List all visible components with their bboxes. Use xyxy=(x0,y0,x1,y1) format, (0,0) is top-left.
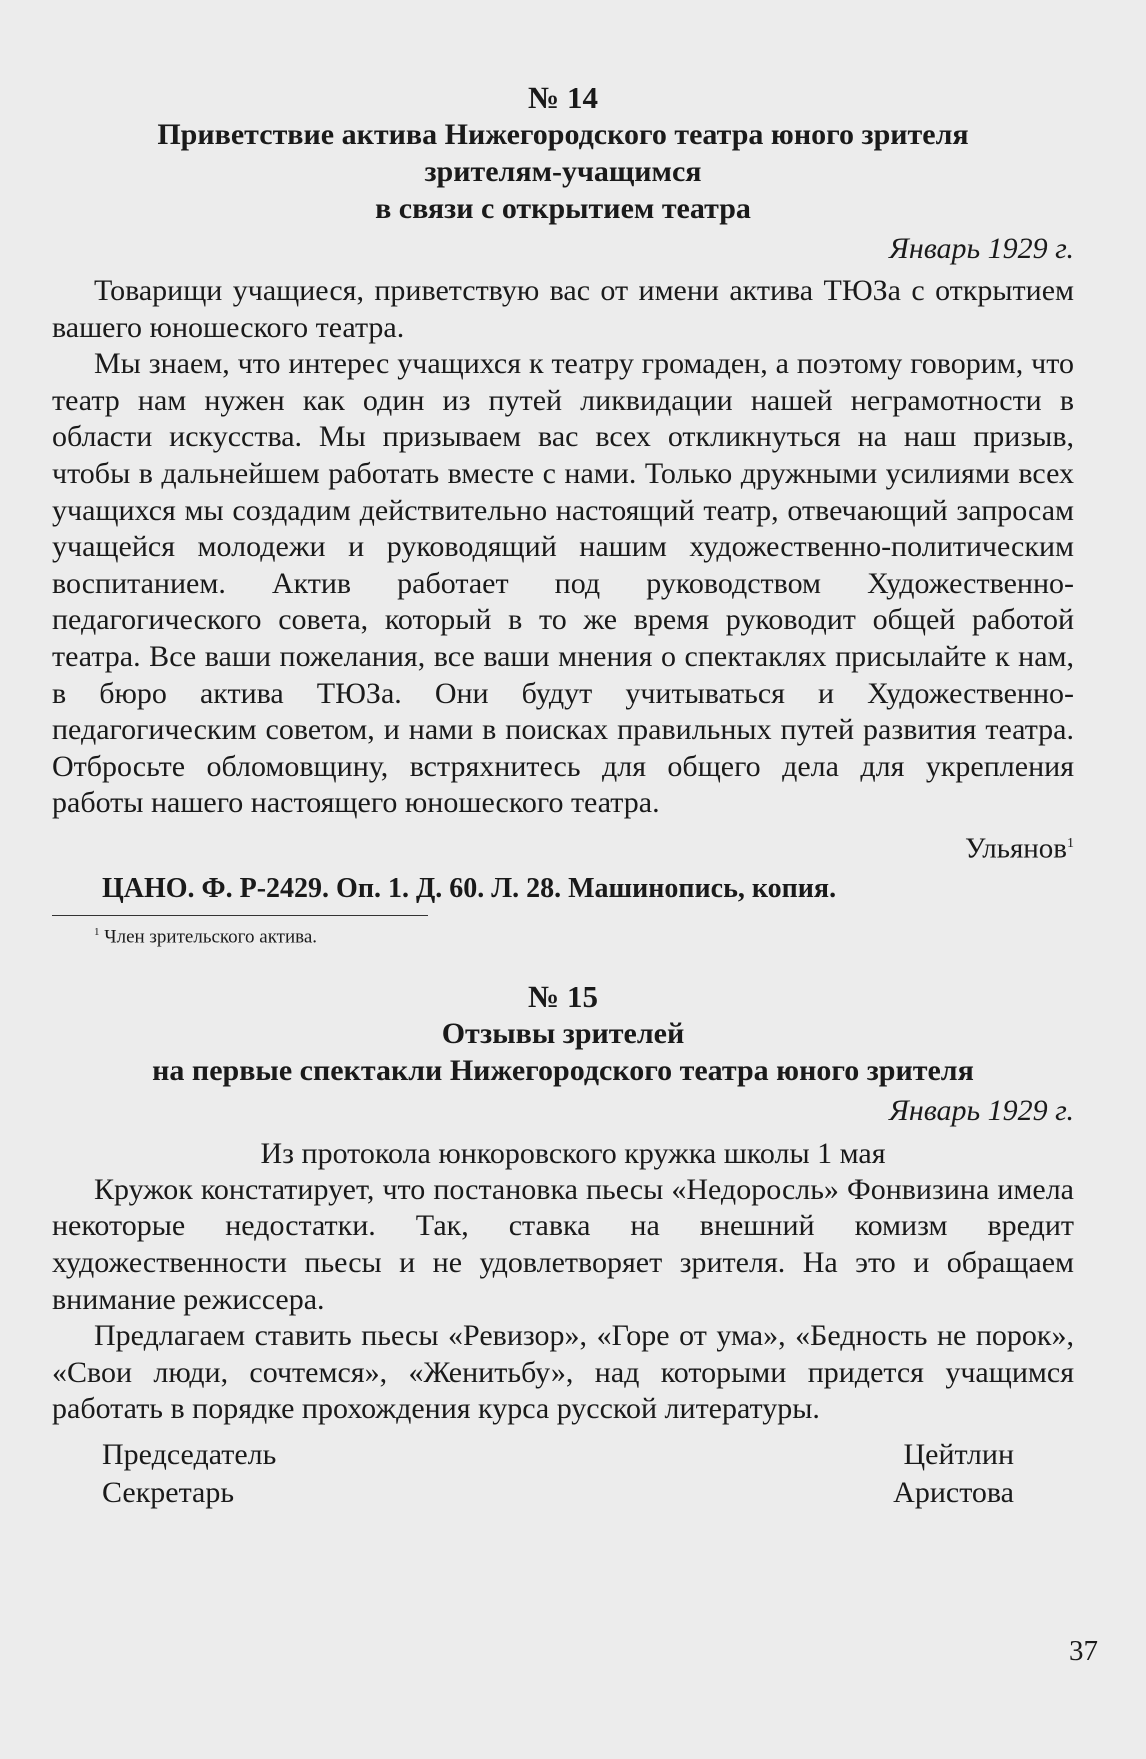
signatory-row xyxy=(52,1436,1074,1474)
document-15 xyxy=(52,979,1074,1512)
protocol-heading: Из протокола юнкоровского кружка школы 1 мая xyxy=(260,1136,886,1170)
signatory-name: Аристова xyxy=(893,1476,1014,1510)
document-body xyxy=(52,273,1074,822)
paragraph: Товарищи учащиеся, приветствую вас от имени актива ТЮЗа с открытием вашего юношеского театра. xyxy=(52,274,1074,344)
signatory-role: Секретарь xyxy=(102,1476,235,1510)
signature-name: Ульянов xyxy=(964,832,1067,865)
signature xyxy=(52,826,1074,867)
signatory-name: Цейтлин xyxy=(903,1438,1014,1472)
footnote-reference: 1 xyxy=(1067,835,1074,851)
archive-reference: ЦАНО. Ф. Р-2429. Оп. 1. Д. 60. Л. 28. Машинопись, копия. xyxy=(102,872,837,904)
document-date: Январь 1929 г. xyxy=(889,232,1074,265)
footnote-text: Член зрительского актива. xyxy=(104,925,318,947)
document-title-line: на первые спектакли Нижегородского театра юного зрителя xyxy=(152,1053,974,1087)
paragraph: Предлагаем ставить пьесы «Ревизор», «Горе от ума», «Бедность не порок», «Свои люди, сочтемся», «Женитьбу», над которыми придется учащимся работать в порядке прохождения курса русской литературы. xyxy=(52,1319,1074,1426)
footnote xyxy=(52,920,1074,949)
section-spacer xyxy=(52,949,1074,979)
signatory-role: Председатель xyxy=(102,1438,277,1472)
page-number: 37 xyxy=(1069,1635,1098,1667)
document-number: № 14 xyxy=(528,80,598,115)
document-body xyxy=(52,1172,1074,1428)
paragraph: Мы знаем, что интерес учащихся к театру громаден, а поэтому говорим, что театр нам нужен как один из путей ликвидации нашей неграмотности в области искусства. Мы призываем вас всех откликнуться на наш призыв, чтобы в дальнейшем работать вместе с нами. Только дружными усилиями всех учащихся мы создадим действительно настоящий театр, отвечающий запросам учащейся молодежи и руководящий нашим художественно-политическим воспитанием. Актив работает под руководством Художественно-педагогического совета, который в то же время руководит общей работой театра. Все ваши пожелания, все ваши мнения о спектаклях присылайте к нам, в бюро актива ТЮЗа. Они будут учитываться и Художественно-педагогическим советом, и нами в поисках правильных путей развития театра. Отбросьте обломовщину, встряхнитесь для общего дела для укрепления работы нашего настоящего юношеского театра. xyxy=(52,347,1074,820)
document-number: № 15 xyxy=(528,978,598,1014)
footnote-mark: 1 xyxy=(94,925,100,938)
document-title-line: Отзывы зрителей xyxy=(441,1016,685,1050)
document-title-line: зрителям-учащимся xyxy=(424,155,702,188)
document-title-line: в связи с открытием театра xyxy=(375,192,751,225)
document-title-line: Приветствие актива Нижегородского театра юного зрителя xyxy=(157,118,969,151)
signatory-row xyxy=(52,1474,1074,1512)
paragraph: Кружок констатирует, что постановка пьесы «Недоросль» Фонвизина имела некоторые недостатки. Так, ставка на внешний комизм вредит художественности пьесы и не удовлетворяет зрителя. На это и обращаем внимание режиссера. xyxy=(52,1172,1074,1316)
document-14 xyxy=(52,80,1074,949)
document-date: Январь 1929 г. xyxy=(889,1093,1074,1127)
footnote-divider xyxy=(52,915,428,916)
